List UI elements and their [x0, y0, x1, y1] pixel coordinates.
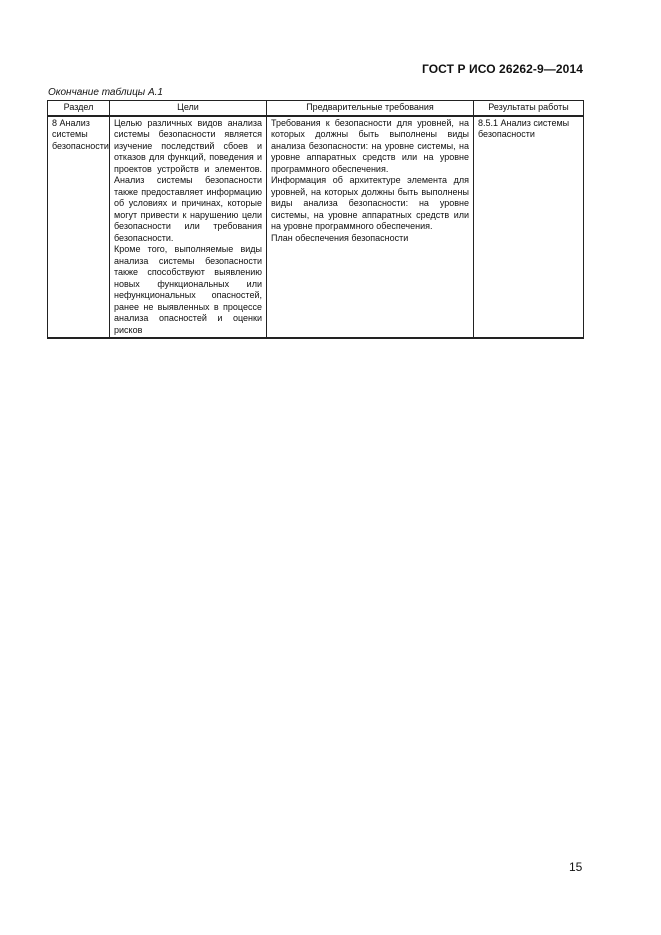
goals-paragraph-2: Кроме того, выполняемые виды анализа системы безопасности также способствуют выявлению новых функциональных или нефункциональных опасностей, ранее не выявленных в процессе анализа опасностей и оценки рисков — [114, 244, 262, 335]
cell-section — [48, 116, 110, 339]
prereq-paragraph-3: План обеспечения безопасности — [271, 232, 409, 243]
table-caption: Окончание таблицы А.1 — [48, 87, 163, 98]
prereq-paragraph-1: Требования к безопасности для уровней, на которых должны быть выполнены виды анализа безопасности: на уровне системы, на уровне аппаратных средств или на уровне программного обеспечения. — [271, 117, 469, 174]
cell-goals — [110, 116, 267, 339]
results-text: 8.5.1 Анализ системы безопасности — [478, 117, 570, 139]
section-text: 8 Анализ системы безопасности — [52, 117, 109, 151]
column-header-prerequisites: Предварительные требования — [267, 101, 474, 116]
prereq-paragraph-2: Информация об архитектуре элемента для уровней, на которых должны быть выполнены виды анализа безопасности: на уровне системы, на уровне аппаратных средств или на уровне программного обеспечения. — [271, 175, 469, 231]
table-row — [48, 116, 584, 339]
column-header-results: Результаты работы — [474, 101, 584, 116]
cell-results — [474, 116, 584, 339]
page-number: 15 — [569, 860, 583, 874]
table-header-row — [48, 101, 584, 116]
requirements-table — [47, 100, 584, 339]
cell-prerequisites — [267, 116, 474, 339]
column-header-goals: Цели — [110, 101, 267, 116]
column-header-section: Раздел — [48, 101, 110, 116]
document-header-code: ГОСТ Р ИСО 26262-9—2014 — [421, 62, 583, 76]
goals-paragraph-1: Целью различных видов анализа системы безопасности является изучение последствий сбоев и отказов для функций, поведения и проектов устройств и элементов. Анализ системы безопасности также предоставляет информацию об условиях и причинах, которые могут привести к нарушению цели безопасности или требования безопасности. — [114, 117, 262, 243]
